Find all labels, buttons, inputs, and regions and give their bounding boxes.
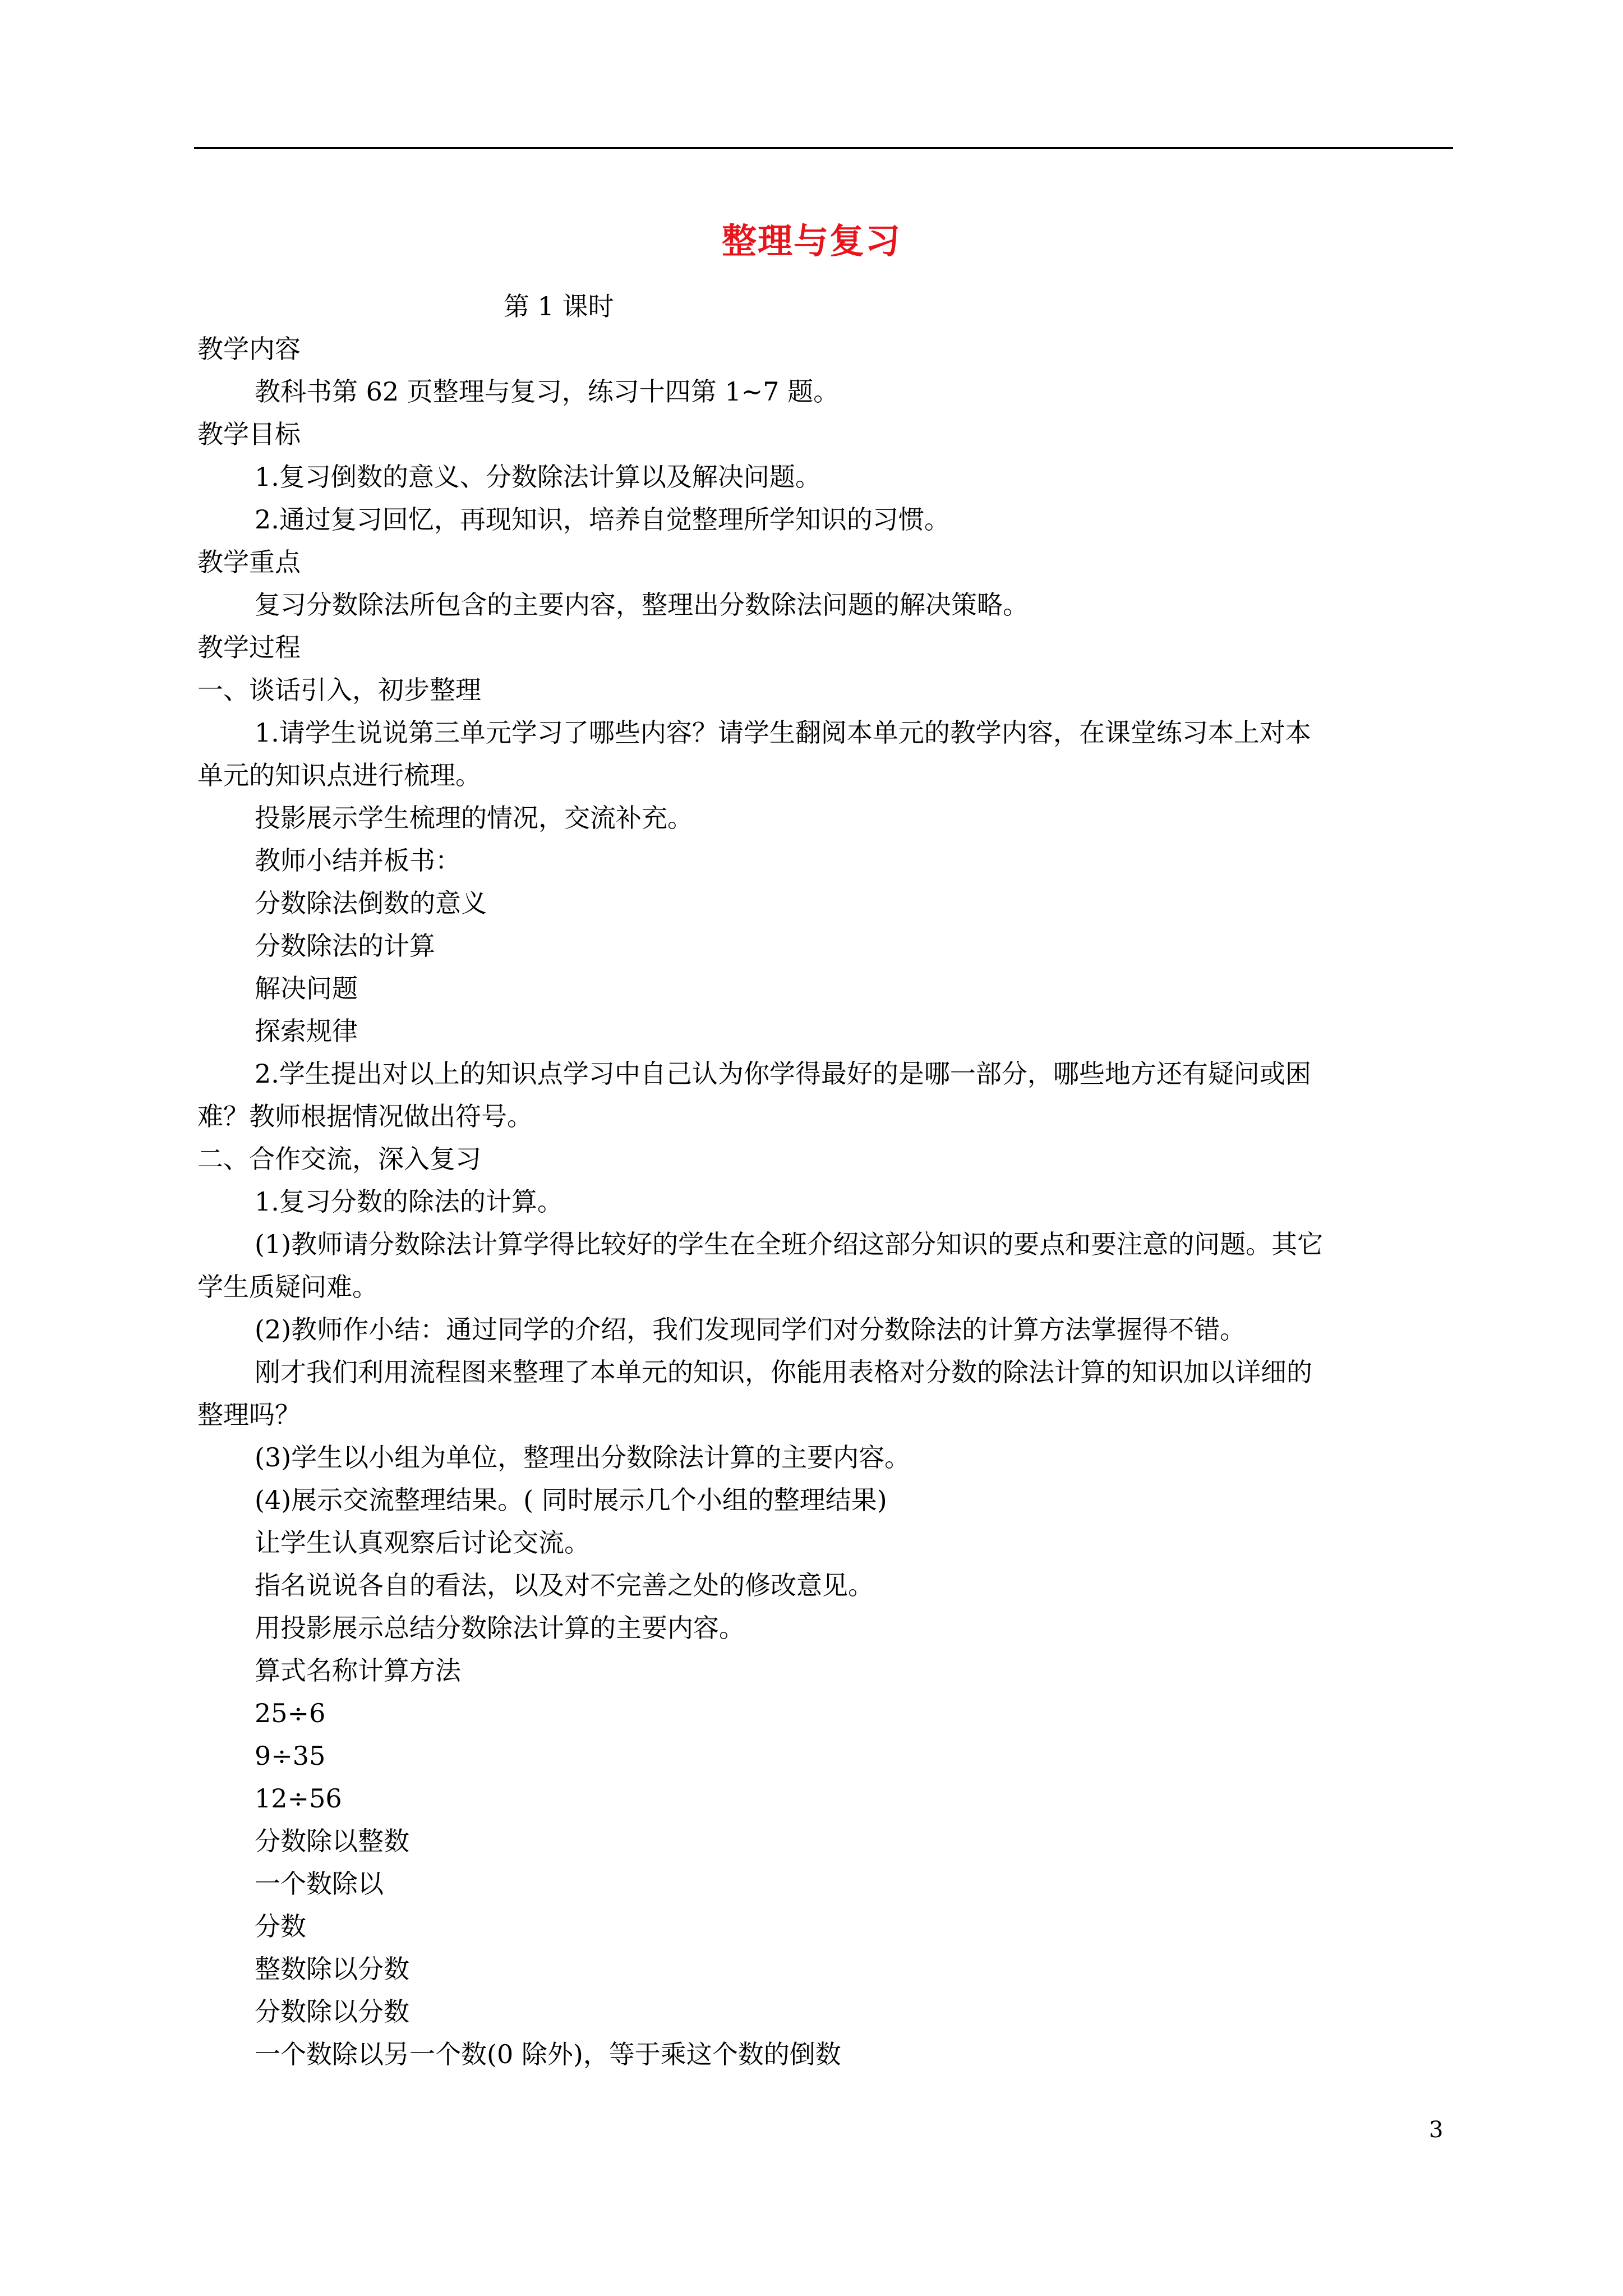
body-line: 教科书第 62 页整理与复习，练习十四第 1~7 题。 <box>255 376 840 407</box>
lesson-period: 第 1 课时 <box>504 291 614 321</box>
section-heading-focus: 教学重点 <box>197 547 301 577</box>
body-line: 一个数除以 <box>255 1869 384 1899</box>
body-line: 分数除法的计算 <box>255 931 435 961</box>
body-line: 分数除以整数 <box>255 1826 409 1856</box>
body-line: 1.请学生说说第三单元学习了哪些内容？请学生翻阅本单元的教学内容，在课堂练习本上对本 <box>255 717 1311 748</box>
expression-line: 9÷35 <box>255 1741 326 1771</box>
expression-line: 12÷56 <box>255 1783 342 1814</box>
body-line: 刚才我们利用流程图来整理了本单元的知识，你能用表格对分数的除法计算的知识加以详细的 <box>255 1357 1312 1387</box>
body-line: 复习分数除法所包含的主要内容，整理出分数除法问题的解决策略。 <box>255 590 1029 620</box>
body-line: 指名说说各自的看法，以及对不完善之处的修改意见。 <box>255 1570 874 1600</box>
section-heading-process: 教学过程 <box>197 632 301 662</box>
page-number: 3 <box>1429 2117 1444 2143</box>
body-line: 难？教师根据情况做出符号。 <box>197 1101 533 1131</box>
body-line: 分数除法倒数的意义 <box>255 888 487 918</box>
body-line: 整理吗？ <box>197 1400 301 1430</box>
body-line: 整数除以分数 <box>255 1954 409 1984</box>
body-line: 让学生认真观察后讨论交流。 <box>255 1527 590 1558</box>
section-heading-content: 教学内容 <box>197 334 301 364</box>
table-header-line: 算式名称计算方法 <box>255 1655 461 1686</box>
body-line: 解决问题 <box>255 973 358 1004</box>
body-line: 分数 <box>255 1911 306 1941</box>
body-line: 探索规律 <box>255 1016 358 1046</box>
body-line: 2.学生提出对以上的知识点学习中自己认为你学得最好的是哪一部分，哪些地方还有疑问或困 <box>255 1059 1311 1089</box>
body-line: 教师小结并板书： <box>255 845 461 876</box>
body-line: 一个数除以另一个数(0 除外)，等于乘这个数的倒数 <box>255 2039 841 2069</box>
body-line: 分数除以分数 <box>255 1996 409 2027</box>
subsection-heading: 一、谈话引入，初步整理 <box>197 675 481 705</box>
body-line: 2.通过复习回忆，再现知识，培养自觉整理所学知识的习惯。 <box>255 504 950 535</box>
body-line: (4)展示交流整理结果。( 同时展示几个小组的整理结果) <box>255 1485 887 1515</box>
section-heading-goals: 教学目标 <box>197 419 301 449</box>
body-line: 投影展示学生梳理的情况，交流补充。 <box>255 803 693 833</box>
body-line: 单元的知识点进行梳理。 <box>197 760 481 790</box>
body-line: 用投影展示总结分数除法计算的主要内容。 <box>255 1613 745 1643</box>
body-line: (3)学生以小组为单位，整理出分数除法计算的主要内容。 <box>255 1442 911 1473</box>
body-line: 学生质疑问难。 <box>197 1272 378 1302</box>
subsection-heading: 二、合作交流，深入复习 <box>197 1144 481 1174</box>
document-title: 整理与复习 <box>721 220 901 261</box>
body-line: 1.复习分数的除法的计算。 <box>255 1186 563 1217</box>
body-line: (2)教师作小结：通过同学的介绍，我们发现同学们对分数除法的计算方法掌握得不错。 <box>255 1314 1246 1345</box>
body-line: (1)教师请分数除法计算学得比较好的学生在全班介绍这部分知识的要点和要注意的问题。其它 <box>255 1229 1324 1259</box>
body-line: 1.复习倒数的意义、分数除法计算以及解决问题。 <box>255 462 821 492</box>
expression-line: 25÷6 <box>255 1698 326 1728</box>
